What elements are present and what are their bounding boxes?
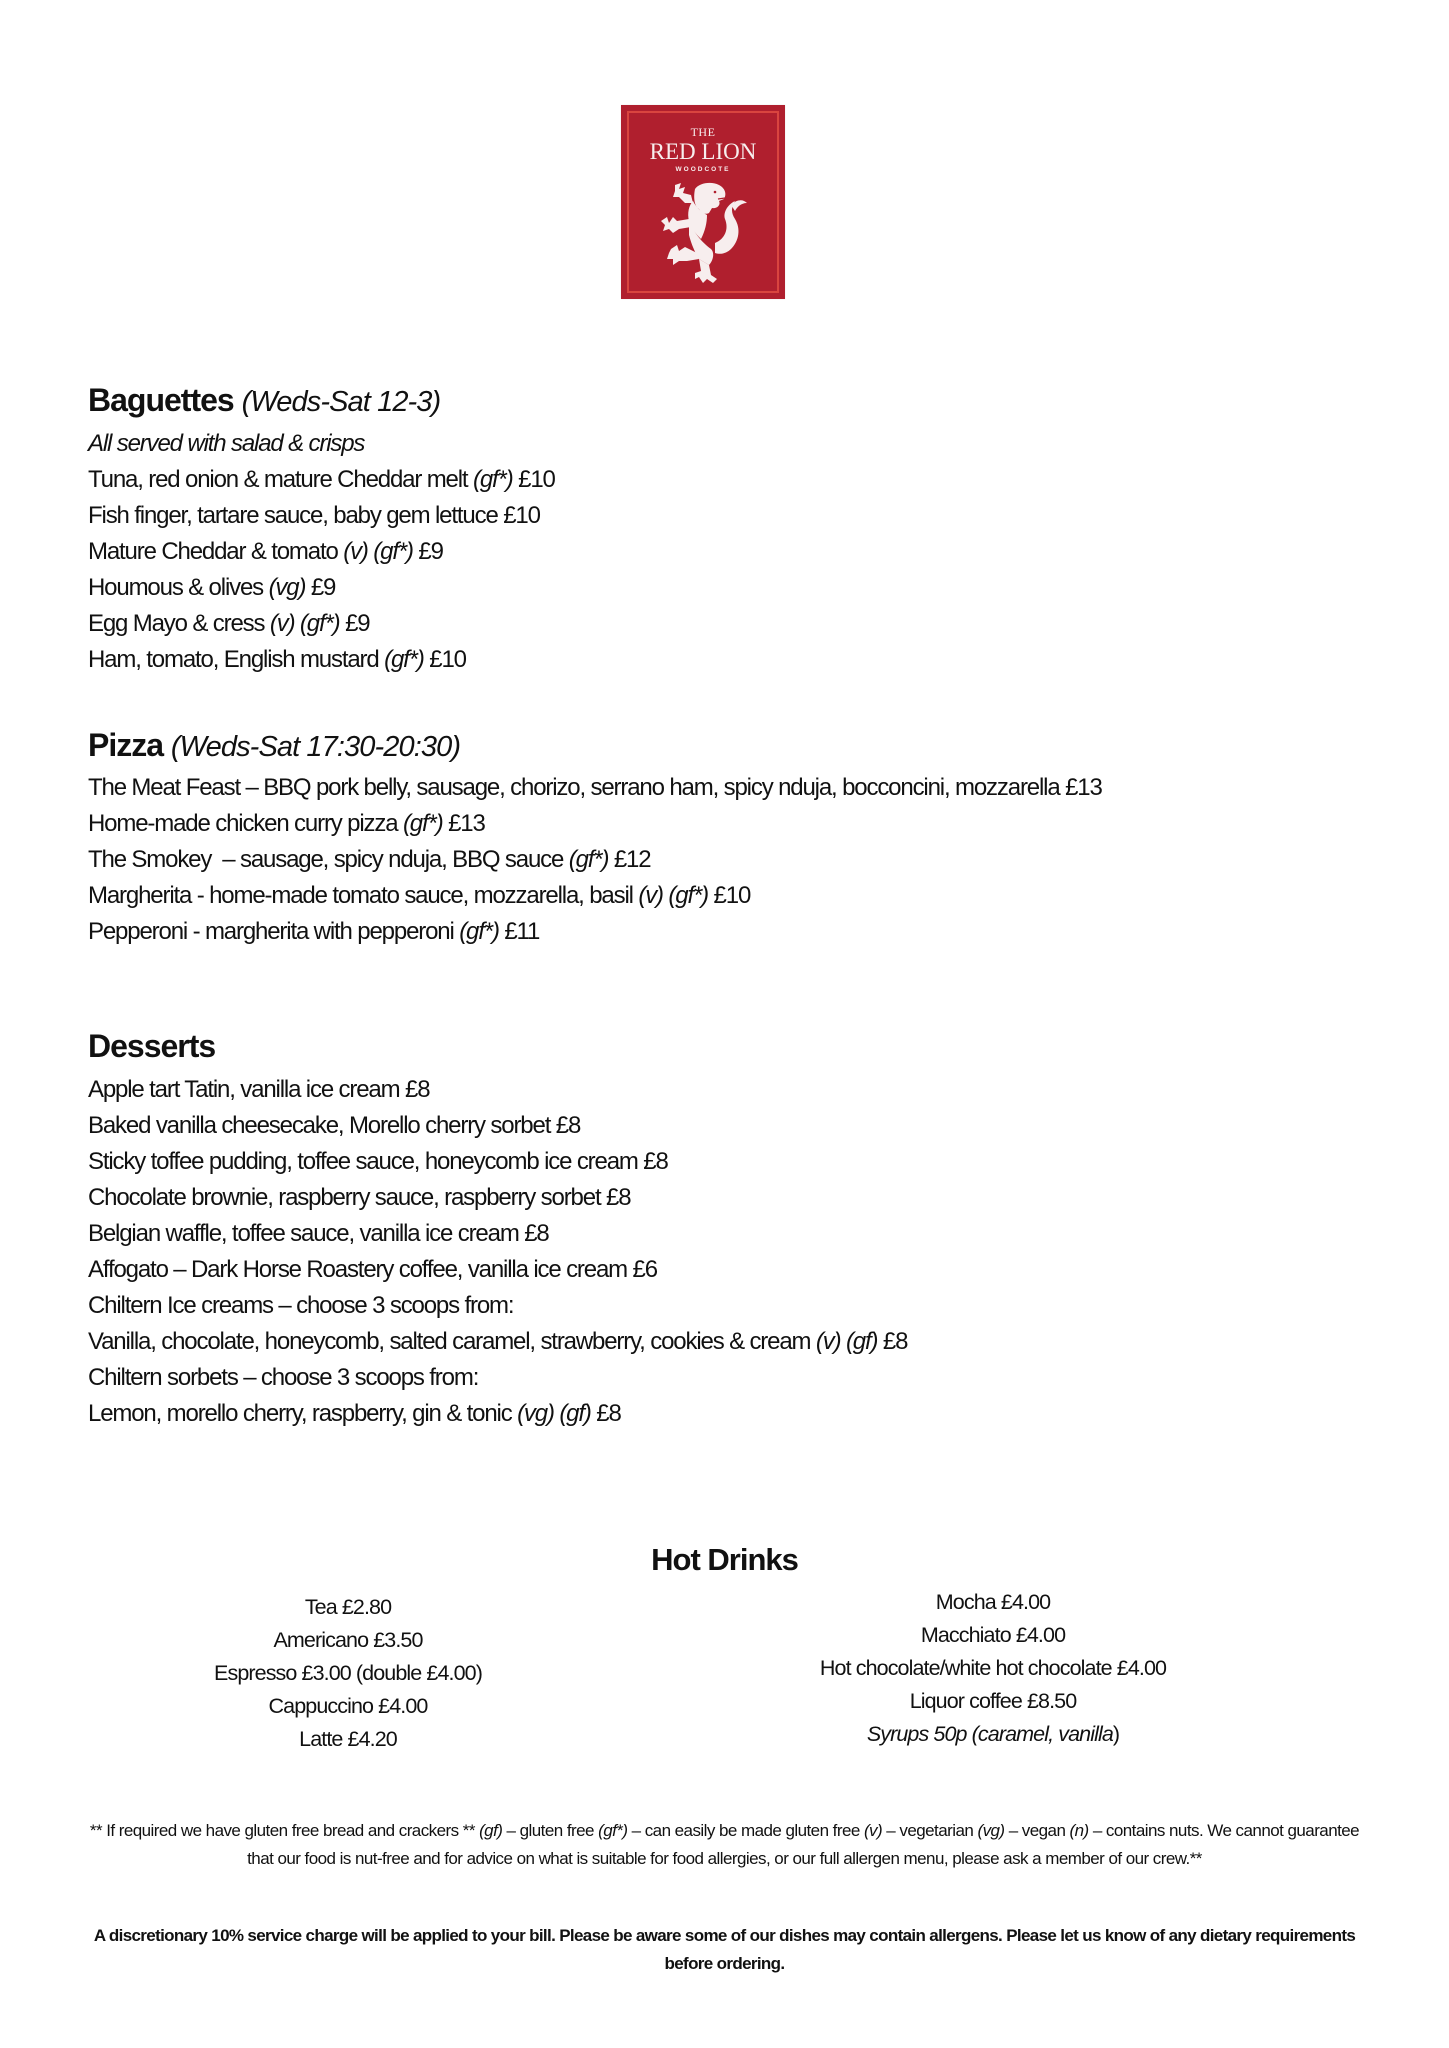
item-name: Home-made chicken curry pizza (88, 810, 398, 837)
item-name: Affogato – Dark Horse Roastery coffee, vanilla ice cream (88, 1256, 627, 1283)
item-price: £9 (418, 538, 443, 565)
syrups-close-paren: ) (1112, 1722, 1120, 1746)
item-price: £10 (429, 646, 466, 673)
menu-item (88, 465, 555, 495)
allergen-notice (80, 1817, 1369, 1873)
allergen-text: – contains nuts. We cannot guarantee that our food is nut-free and for advice on what is suitable for food allergies, or our full allergen menu, please ask a member of our crew.** (247, 1821, 1360, 1868)
item-price: £9 (345, 610, 370, 637)
rampant-lion-icon (655, 179, 751, 287)
menu-item (88, 1363, 478, 1393)
item-price: £8 (606, 1184, 631, 1211)
allergen-text: – vegan (1004, 1821, 1070, 1840)
dietary-tags: (gf*) (568, 846, 609, 873)
tag-gf: (gf) (479, 1821, 503, 1840)
service-charge-notice: A discretionary 10% service charge will be applied to your bill. Please be aware some of our dishes may contain allergens. Please let us know of any dietary requirements before ordering. (93, 1926, 1356, 1973)
item-name: Margherita - home-made tomato sauce, mozzarella, basil (88, 882, 633, 909)
menu-item (88, 1219, 549, 1249)
section-subtitle: All served with salad & crisps (88, 430, 365, 457)
dietary-tags: (gf*) (473, 466, 513, 493)
item-price: £8 (405, 1076, 430, 1103)
drink-item: Cappuccino £4.00 (268, 1694, 428, 1718)
dietary-tags: (gf*) (402, 810, 443, 837)
item-name: Chiltern Ice creams – choose 3 scoops from: (88, 1292, 514, 1319)
logo-the: THE (690, 125, 716, 139)
allergen-text: ** If required we have gluten free bread and crackers ** (89, 1821, 480, 1840)
red-lion-logo (621, 105, 785, 299)
item-name: Houmous & olives (88, 574, 264, 601)
dietary-tags: (gf*) (384, 646, 424, 673)
drink-item: Latte £4.20 (299, 1727, 397, 1751)
hot-drinks-title: Hot Drinks (651, 1542, 798, 1577)
item-name: Egg Mayo & cress (88, 610, 265, 637)
item-price: £13 (448, 810, 485, 837)
dietary-tags: (vg) (268, 574, 306, 601)
section-title: Desserts (88, 1028, 216, 1064)
dietary-tags: (v) (gf*) (343, 538, 413, 565)
item-name: The Meat Feast – BBQ pork belly, sausage, chorizo, serrano ham, spicy nduja, bocconcini, mozzarella (88, 774, 1060, 801)
tag-n: (n) (1069, 1821, 1089, 1840)
item-price: £8 (524, 1220, 549, 1247)
tag-v: (v) (863, 1821, 883, 1840)
drink-item: Mocha £4.00 (935, 1590, 1051, 1614)
tag-vg: (vg) (977, 1821, 1005, 1840)
item-name: Belgian waffle, toffee sauce, vanilla ice cream (88, 1220, 519, 1247)
menu-item (88, 1183, 630, 1213)
dietary-tags: (gf*) (459, 918, 499, 945)
menu-item (88, 1399, 621, 1429)
drink-item: Macchiato £4.00 (920, 1623, 1066, 1647)
item-price: £9 (310, 574, 336, 601)
menu-item (88, 773, 1102, 803)
section-heading (88, 380, 440, 422)
item-name: Tuna, red onion & mature Cheddar melt (88, 466, 468, 493)
menu-item (88, 573, 335, 603)
item-price: £12 (613, 846, 651, 873)
syrups-text: Syrups 50p (caramel, vanilla (866, 1722, 1113, 1746)
dietary-tags: (v) (gf) (815, 1328, 878, 1355)
menu-item (88, 609, 369, 639)
drink-item: Liquor coffee £8.50 (909, 1689, 1077, 1713)
menu-item (88, 1147, 668, 1177)
item-price: £10 (713, 882, 751, 909)
item-price: £8 (596, 1400, 621, 1427)
section-title: Pizza (88, 727, 164, 763)
section-hours: (Weds-Sat 17:30-20:30) (170, 731, 461, 763)
menu-item (88, 917, 539, 947)
item-name: Sticky toffee pudding, toffee sauce, honeycomb ice cream (88, 1148, 638, 1175)
item-name: Vanilla, chocolate, honeycomb, salted caramel, strawberry, cookies & cream (88, 1328, 811, 1355)
menu-item (88, 501, 540, 531)
section-title: Baguettes (88, 382, 234, 418)
item-price: £8 (882, 1328, 908, 1355)
item-price: £6 (632, 1256, 657, 1283)
logo-name: RED LION (649, 139, 757, 164)
item-price: £8 (555, 1112, 581, 1139)
item-name: Apple tart Tatin, vanilla ice cream (88, 1076, 400, 1103)
dietary-tags: (vg) (gf) (517, 1400, 591, 1427)
allergen-text: – vegetarian (882, 1821, 978, 1840)
drink-item: Americano £3.50 (273, 1628, 423, 1652)
logo-location: WOODCOTE (675, 166, 731, 173)
section-hours: (Weds-Sat 12-3) (241, 386, 441, 418)
item-name: Pepperoni - margherita with pepperoni (88, 918, 454, 945)
drink-item: Tea £2.80 (304, 1595, 392, 1619)
item-price: £10 (503, 502, 540, 529)
allergen-text: – can easily be made gluten free (627, 1821, 864, 1840)
allergen-text: – gluten free (502, 1821, 599, 1840)
tag-gf-star: (gf*) (598, 1821, 628, 1840)
drink-item: Espresso £3.00 (double £4.00) (214, 1661, 482, 1685)
menu-item (88, 1327, 907, 1357)
section-heading (88, 1026, 215, 1066)
item-name: Chiltern sorbets – choose 3 scoops from: (88, 1364, 479, 1391)
item-name: Mature Cheddar & tomato (88, 538, 338, 565)
menu-item (88, 645, 466, 675)
drink-item: Hot chocolate/white hot chocolate £4.00 (819, 1656, 1167, 1680)
menu-item (88, 1291, 513, 1321)
item-name: Lemon, morello cherry, raspberry, gin & tonic (88, 1400, 512, 1427)
dietary-tags: (v) (gf*) (638, 882, 709, 909)
item-price: £11 (504, 918, 540, 945)
section-heading (88, 725, 460, 767)
item-name: Chocolate brownie, raspberry sauce, raspberry sorbet (88, 1184, 601, 1211)
menu-item (88, 845, 650, 875)
dietary-tags: (v) (gf*) (269, 610, 340, 637)
menu-item (88, 537, 443, 567)
item-price: £8 (643, 1148, 668, 1175)
item-price: £13 (1065, 774, 1102, 801)
item-name: Baked vanilla cheesecake, Morello cherry sorbet (88, 1112, 551, 1139)
menu-item (88, 1255, 657, 1285)
item-price: £10 (518, 466, 555, 493)
item-name: Fish finger, tartare sauce, baby gem lettuce (88, 502, 498, 529)
menu-item (88, 1075, 429, 1105)
menu-item (88, 1111, 580, 1141)
menu-item (88, 881, 750, 911)
item-name: The Smokey – sausage, spicy nduja, BBQ sauce (88, 846, 564, 873)
menu-item (88, 809, 485, 839)
syrups-note (743, 1720, 1243, 1748)
item-name: Ham, tomato, English mustard (88, 646, 379, 673)
